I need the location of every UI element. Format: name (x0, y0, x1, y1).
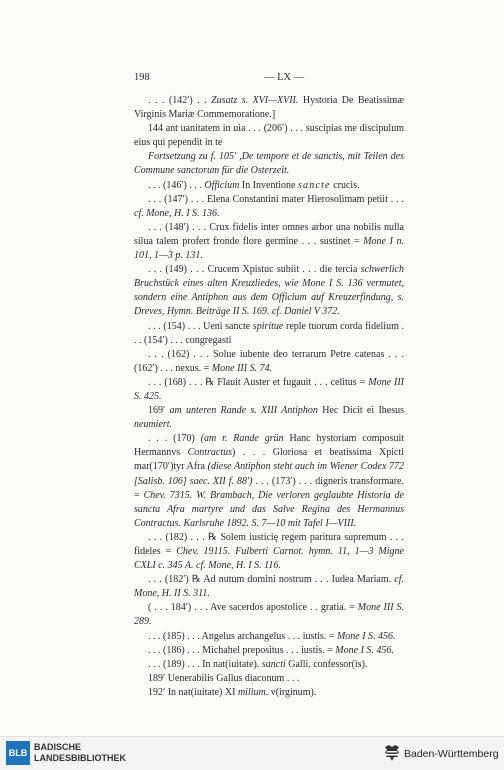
entry-annotation: cf. Mone, H. II S. 311. (134, 574, 404, 600)
entry-text: . . . (185) . . . Angelus archangelus . . . iustis. = (148, 630, 337, 642)
entry-text: . . . (173′) . . . digneris transformare. = (134, 475, 404, 501)
catalog-entries (134, 94, 404, 700)
entry-text: 169′ (148, 405, 170, 417)
entry-annotation: schwerlich Bruchstück eines alten Kreuzliedes, wie Mone I S. 136 vermutet, sondern eine Antiphon aus dem Officium auf Kreuzerfindung, s. Dreves, Hymn. Beiträge II S. 169. cf. Daniel V 372. (134, 264, 404, 318)
catalog-entry (134, 376, 404, 404)
running-head: — LX — (264, 72, 305, 83)
catalog-entry (134, 601, 404, 629)
entry-annotation: Mone III S. 74. (211, 362, 273, 374)
entry-text: Galli. confessor(is). (285, 658, 368, 670)
catalog-entry (134, 432, 404, 531)
entry-annotation: milium. (237, 686, 269, 698)
page-header (134, 72, 404, 86)
entry-text: Hystoria De Beatissimæ Virginis Mariæ Commemoratione.] (134, 95, 404, 121)
entry-text: . . . (142′) . . (148, 95, 212, 106)
entry-annotation: Mone I S. 456. (336, 630, 396, 642)
catalog-entry (134, 221, 404, 263)
state-name[interactable]: Baden-Württemberg (404, 748, 499, 760)
entry-annotation: Mone III S. 289. (134, 602, 404, 628)
catalog-entry (134, 150, 404, 178)
entry-text: In Inventione (239, 179, 298, 191)
catalog-entry (134, 122, 404, 150)
page-number: 198 (134, 72, 150, 83)
entry-text: . . . (168) . . . ℞ Flauit Auster et fugauit . . . celitus = (148, 376, 369, 388)
catalog-entry (134, 573, 404, 601)
entry-text: v(irginum). (268, 686, 317, 698)
entry-text: . . . (154) . . . Ueni sancte (148, 320, 253, 332)
blb-logo-icon[interactable]: BLB (6, 741, 30, 765)
entry-annotation: Chev. 7315. W. Brambach, Die verloren geglaubte Historia de sancta Afra martyre und das Salve Regina des Hermannus Contractus. Karlsruhe 1892. S. 7—10 mit Tafel I—VIII. (134, 489, 405, 529)
entry-annotation: Zusatz s. XVI—XVII. (211, 95, 299, 106)
entry-annotation: (diese Antiphon steht auch im Wiener Codex 772 [Salisb. 106] saec. XII f. 88′) (134, 461, 404, 487)
entry-text: . . . (148′) . . . Crux fidelis inter omnes arbor una nobilis nulla silua talem profert fronde flore germine . . . sustinet = (134, 221, 404, 247)
entry-annotation: spiritue (252, 320, 284, 332)
catalog-entry (134, 179, 404, 193)
coat-of-arms-icon (382, 743, 402, 763)
catalog-entry (134, 531, 404, 573)
catalog-entry (134, 630, 404, 644)
entry-annotation: am unteren Rande s. XIII Antiphon (169, 405, 318, 417)
entry-annotation: Mone I n. 101, 1—3 p. 131. (134, 235, 404, 262)
catalog-entry (134, 348, 404, 376)
entry-annotation: sancti (261, 658, 286, 670)
entry-text: crucis. (330, 179, 360, 191)
catalog-entry (134, 263, 404, 319)
entry-text: 144 ant uanitatem in uia . . . (206′) . . . suscipias me discipulum eius qui pependit in te (134, 123, 404, 149)
library-name-line1: BADISCHE (34, 742, 82, 752)
catalog-entry (134, 320, 404, 348)
entry-annotation: Officium (204, 179, 240, 191)
catalog-entry (134, 94, 404, 122)
entry-text: . . . (189) . . . In nat(iuitate). (148, 658, 262, 670)
entry-annotation: Mone I S. 456. (335, 644, 394, 656)
entry-text: ( . . . 184′) . . . Ave sacerdos apostolice . . gratia. = (148, 602, 358, 614)
library-name[interactable] (34, 742, 126, 764)
entry-annotation: Chev. 19115. Fulberti Carnot. hymn. 11, 1—3 Migne CXLI c. 345 A. cf. Mone, H. I S. 116. (134, 546, 404, 572)
entry-text: ) . . . Gloriosa et beatissima Xpicti mar(170′)tyr Afra (134, 447, 404, 473)
entry-annotation: neumiert. (134, 419, 173, 431)
entry-text: Hec Dicit ei Ihesus (317, 405, 405, 417)
entry-annotation: cf. Mone, H. I S. 136. (134, 207, 220, 219)
entry-annotation: Fortsetzung zu f. 105′ ,De tempore et de sanctis, mit Teilen des Commune sanctorum für die Osterzeit. (134, 151, 404, 177)
entry-text: . . . (146′) . . . (148, 179, 205, 191)
entry-text: reple tuorum corda fidelium . . . (154′) . . . congregasti (134, 320, 404, 346)
catalog-entry (134, 672, 404, 686)
entry-text: . . . (162) . . . Solue iubente deo terrarum Petre catenas . . . (162′) . . . nexus. = (134, 348, 404, 374)
library-name-line2: LANDESBIBLIOTHEK (34, 753, 126, 763)
entry-annotation: sancte (297, 179, 331, 191)
entry-annotation: Contractus (187, 447, 233, 459)
catalog-entry (134, 193, 404, 221)
entry-annotation: Mone III S. 425. (134, 376, 404, 402)
entry-text: Hanc hystoriam composuit Hermannvs (134, 433, 405, 459)
catalog-entry (134, 658, 404, 672)
entry-text: . . . (182) . . . ℞ Solem iusticię regem paritura supremum . . . fideles = (134, 531, 404, 557)
catalog-entry (134, 686, 404, 700)
entry-text: . . . (186) . . . Michahel prepositus . . . iustis. = (148, 644, 336, 656)
catalog-entry (134, 644, 404, 658)
entry-text: . . . (170) (148, 433, 201, 445)
entry-annotation: (am r. Rande grün (200, 433, 284, 445)
catalog-entry (134, 404, 404, 432)
entry-text: . . . (147′) . . . Elena Constantini mater Hierosolimam petiit . . . (148, 193, 404, 205)
entry-text: . . . (182′) ℞ Ad nutum domini nostrum . . . Iudea Mariam. (148, 574, 395, 586)
entry-text: 192′ In nat(iuitate) XI (148, 686, 238, 698)
entry-text: . . . (149) . . . Crucem Xpistuc subiit . . . die tercia (148, 264, 361, 276)
entry-text: 189′ Uenerabilis Gallus diaconum . . . (148, 672, 300, 684)
